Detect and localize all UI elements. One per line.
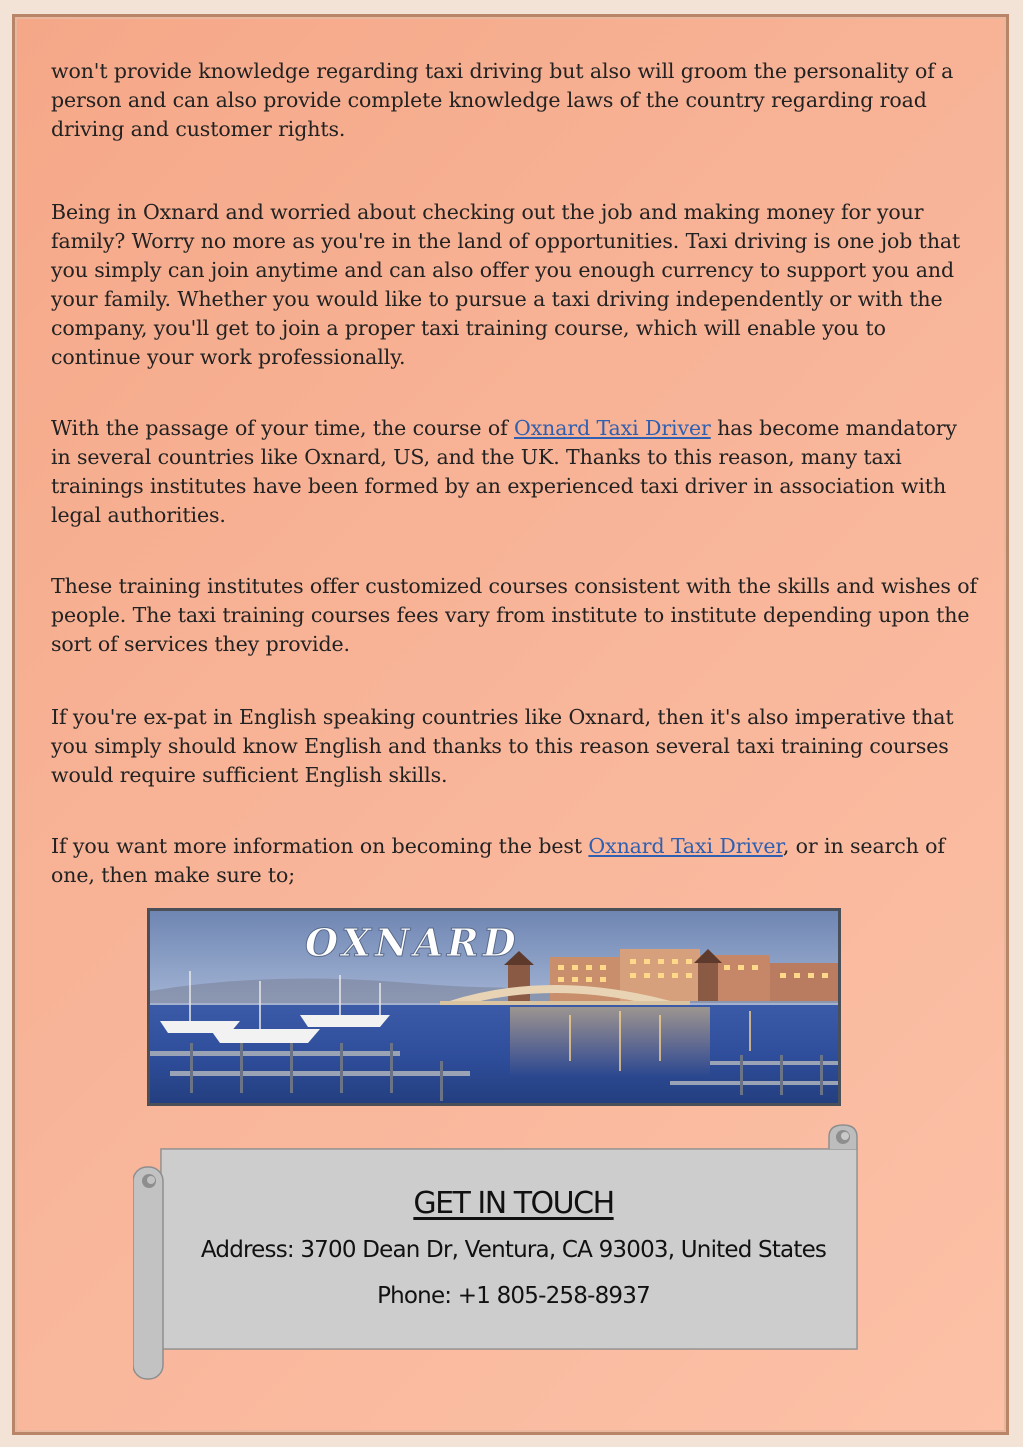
paragraph-more-info [51, 832, 981, 890]
paragraph-text: If you want more information on becoming the best [51, 834, 589, 858]
paragraph-oxnard-opportunities: Being in Oxnard and worried about checking out the job and making money for your family? Worry no more as you're in the land of opportunities. Taxi driving is one job that you simply can join anytime and can also offer you enough currency to support you and your family. Whether you would like to pursue a taxi driving independently or with the company, you'll get to join a proper taxi training course, which will enable you to continue your work professionally. [51, 200, 961, 369]
oxnard-harbor-photo [147, 908, 841, 1106]
page-frame [12, 14, 1009, 1435]
paragraph-course-mandatory [51, 414, 981, 530]
oxnard-caption: OXNARD [305, 920, 520, 965]
oxnard-taxi-driver-link[interactable]: Oxnard Taxi Driver [514, 416, 711, 440]
oxnard-taxi-driver-link[interactable]: Oxnard Taxi Driver [588, 834, 783, 858]
paragraph-text: , or in search of one, then make sure to; [51, 834, 945, 887]
harbor-illustration [150, 911, 838, 1103]
paragraph-intro: won't provide knowledge regarding taxi driving but also will groom the personality of a person and can also provide complete knowledge laws of the country regarding road driving and customer rights. [51, 59, 954, 141]
contact-phone[interactable]: Phone: +1 805-258-8937 [377, 1283, 650, 1309]
contact-address: Address: 3700 Dean Dr, Ventura, CA 93003, United States [200, 1237, 827, 1263]
paragraph-english-skills: If you're ex-pat in English speaking countries like Oxnard, then it's also imperative that you simply should know English and thanks to this reason several taxi training courses would require sufficient English skills. [51, 705, 954, 787]
get-in-touch-heading: GET IN TOUCH [413, 1186, 614, 1221]
paragraph-training-institutes: These training institutes offer customized courses consistent with the skills and wishes of people. The taxi training courses fees vary from institute to institute depending upon the sort of services they provide. [51, 574, 977, 656]
paragraph-text: has become mandatory in several countries like Oxnard, US, and the UK. Thanks to this reason, many taxi trainings institutes have been formed by an experienced taxi driver in association with legal authorities. [51, 416, 957, 527]
paragraph-text: With the passage of your time, the course of [51, 416, 515, 440]
